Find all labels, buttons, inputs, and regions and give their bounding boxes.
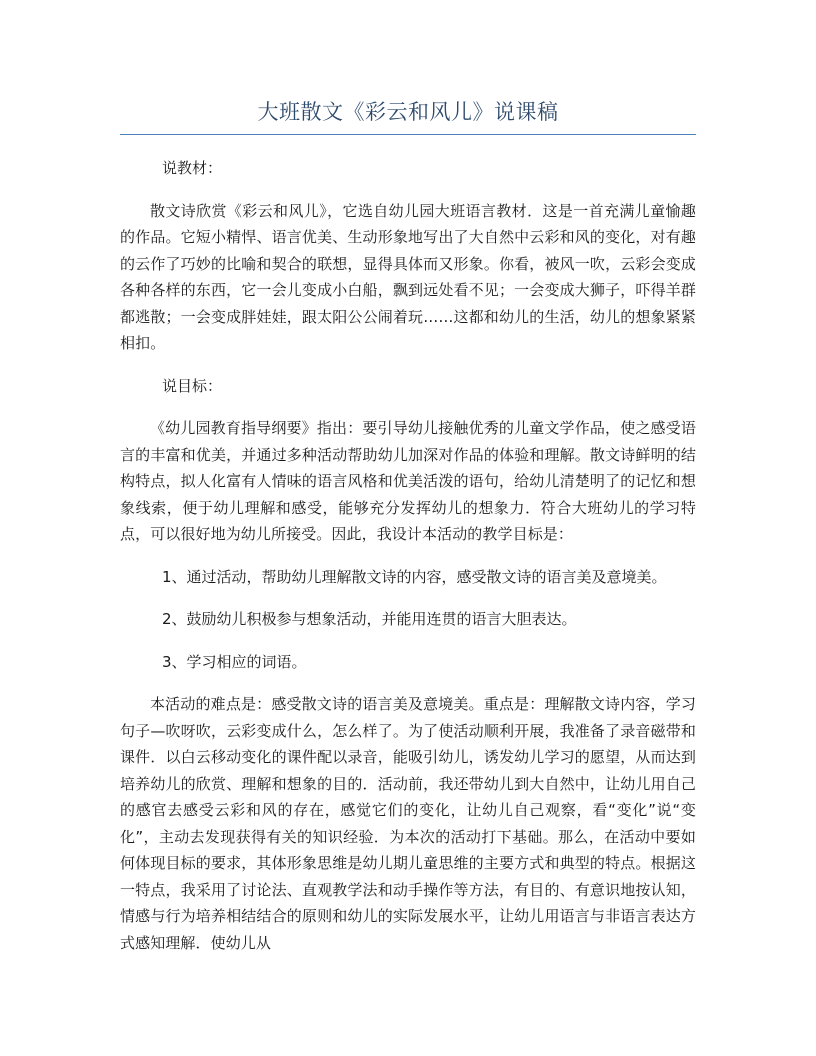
goal-item-3: 3、学习相应的词语。 <box>162 652 307 671</box>
paragraph-gap <box>120 675 696 691</box>
paragraph-difficulty: 本活动的难点是：感受散文诗的语言美及意境美。重点是：理解散文诗内容，学习句子—吹呀吹，云彩变成什么，怎么样了。为了使活动顺利开展，我准备了录音磁带和课件．以白云移动变化的课件配以录音，能吸引幼儿，诱发幼儿学习的愿望，从而达到培养幼儿的欣赏、理解和想象的目的．活动前，我还带幼儿到大自然中，让幼儿用自己的感官去感受云彩和风的存在，感觉它们的变化，让幼儿自己观察，看“变化”说“变化”，主动去发现获得有关的知识经验．为本次的活动打下基础。那么，在活动中要如何体现目标的要求，其体形象思维是幼儿期儿童思维的主要方式和典型的特点。根据这一特点，我采用了讨论法、直观教学法和动手操作等方法，有目的、有意识地按认知，情感与行为培养相结结合的原则和幼儿的实际发展水平，让幼儿用语言与非语言表达方式感知理解．使幼儿从 <box>120 695 696 952</box>
paragraph-gap <box>120 182 696 198</box>
document-body <box>120 155 696 956</box>
section-heading-goals: 说目标： <box>162 376 223 395</box>
paragraph-teaching-material: 散文诗欣赏《彩云和风儿》，它选自幼儿园大班语言教材．这是一首充满儿童愉趣的作品。它短小精悍、语言优美、生动形象地写出了大自然中云彩和风的变化，对有趣的云作了巧妙的比喻和契合的联想，显得具体而又形象。你看，被风一吹，云彩会变成各种各样的东西，它一会儿变成小白船，飘到远处看不见；一会变成大狮子，吓得羊群都逃散；一会变成胖娃娃，跟太阳公公闹着玩……这都和幼儿的生活，幼儿的想象紧紧相扣。 <box>120 201 696 352</box>
title-underline <box>120 134 696 135</box>
paragraph-goals: 《幼儿园教育指导纲要》指出：要引导幼儿接触优秀的儿童文学作品，使之感受语言的丰富和优美，并通过多种活动帮助幼儿加深对作品的体验和理解。散文诗鲜明的结构特点，拟人化富有人情味的语言风格和优美活泼的语句，给幼儿清楚明了的记忆和想象线索，便于幼儿理解和感受，能够充分发挥幼儿的想象力．符合大班幼儿的学习特点，可以很好地为幼儿所接受。因此，我设计本活动的教学目标是： <box>120 419 696 543</box>
paragraph-gap <box>120 399 696 415</box>
paragraph-gap <box>120 357 696 373</box>
document-title: 大班散文《彩云和风儿》说课稿 <box>257 100 559 124</box>
goal-item-1: 1、通过活动，帮助幼儿理解散文诗的内容，感受散文诗的语言美及意境美。 <box>162 567 667 586</box>
goal-item-2: 2、鼓励幼儿积极参与想象活动，并能用连贯的语言大胆表达。 <box>162 610 577 628</box>
paragraph-gap <box>120 633 696 649</box>
paragraph-gap <box>120 590 696 606</box>
section-heading-teaching-material: 说教材： <box>162 159 223 177</box>
paragraph-gap <box>120 548 696 564</box>
